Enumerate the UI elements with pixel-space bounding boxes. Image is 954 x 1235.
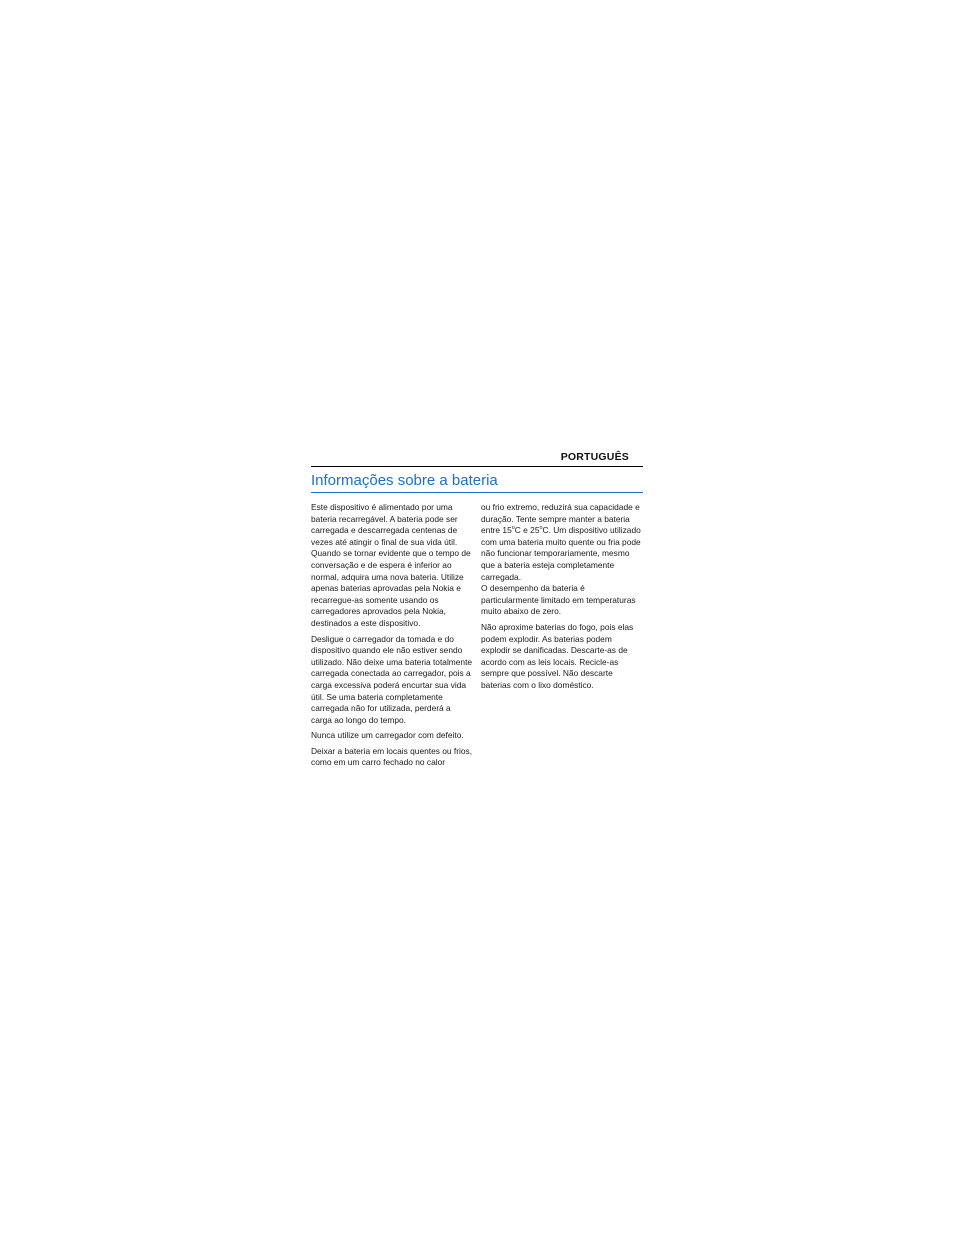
paragraph-fire-disposal: Não aproxime baterias do fogo, pois elas podem explodir. As baterias podem explodir se danificadas. Descarte-as de acordo com as leis locais. Recicle-as sempre que possível. Não descarte baterias com o lixo doméstico. — [481, 621, 634, 690]
left-column — [311, 502, 473, 773]
temperature-text-part-4: O desempenho da bateria é particularmente limitado em temperaturas muito abaixo de zero. — [481, 583, 636, 617]
degree-symbol: o — [539, 525, 543, 532]
language-header — [311, 448, 643, 467]
section-title: Informações sobre a bateria — [311, 467, 643, 493]
right-column — [481, 502, 643, 773]
paragraph-damaged-charger: Nunca utilize um carregador com defeito. — [311, 730, 464, 741]
paragraph-temperature-continued — [481, 502, 643, 618]
temperature-text-part-3: C. Um dispositivo utilizado com uma bateria muito quente ou fria pode não funcionar temporariamente, mesmo que a bateria esteja completamente carregada. — [481, 525, 641, 582]
paragraph-battery-intro: Este dispositivo é alimentado por uma bateria recarregável. A bateria pode ser carregada e descarregada centenas de vezes até atingir o final de sua vida útil. Quando se tornar evidente que o tempo de conversação e de espera é inferior ao normal, adquira uma nova bateria. Utilize apenas baterias aprovadas pela Nokia e recarregue-as somente usando os carregadores aprovados pela Nokia, destinados a este dispositivo. — [311, 502, 471, 628]
manual-page — [311, 448, 643, 773]
language-label: PORTUGUÊS — [560, 451, 629, 463]
temperature-text-part-1: ou frio extremo, reduzirá sua capacidade e duração. Tente sempre manter a bateria entre 15 — [481, 502, 640, 536]
degree-symbol: o — [511, 525, 515, 532]
text-columns — [311, 502, 643, 773]
temperature-text-part-2: C e 25 — [514, 525, 540, 536]
paragraph-temperature-start: Deixar a bateria em locais quentes ou frios, como em um carro fechado no calor — [311, 745, 473, 768]
paragraph-charger-unplug: Desligue o carregador da tomada e do dispositivo quando ele não estiver sendo utilizado. Não deixe uma bateria totalmente carregada conectada ao carregador, pois a carga excessiva poderá encurtar sua vida útil. Se uma bateria completamente carregada não for utilizada, perderá a carga ao longo do tempo. — [311, 633, 473, 725]
